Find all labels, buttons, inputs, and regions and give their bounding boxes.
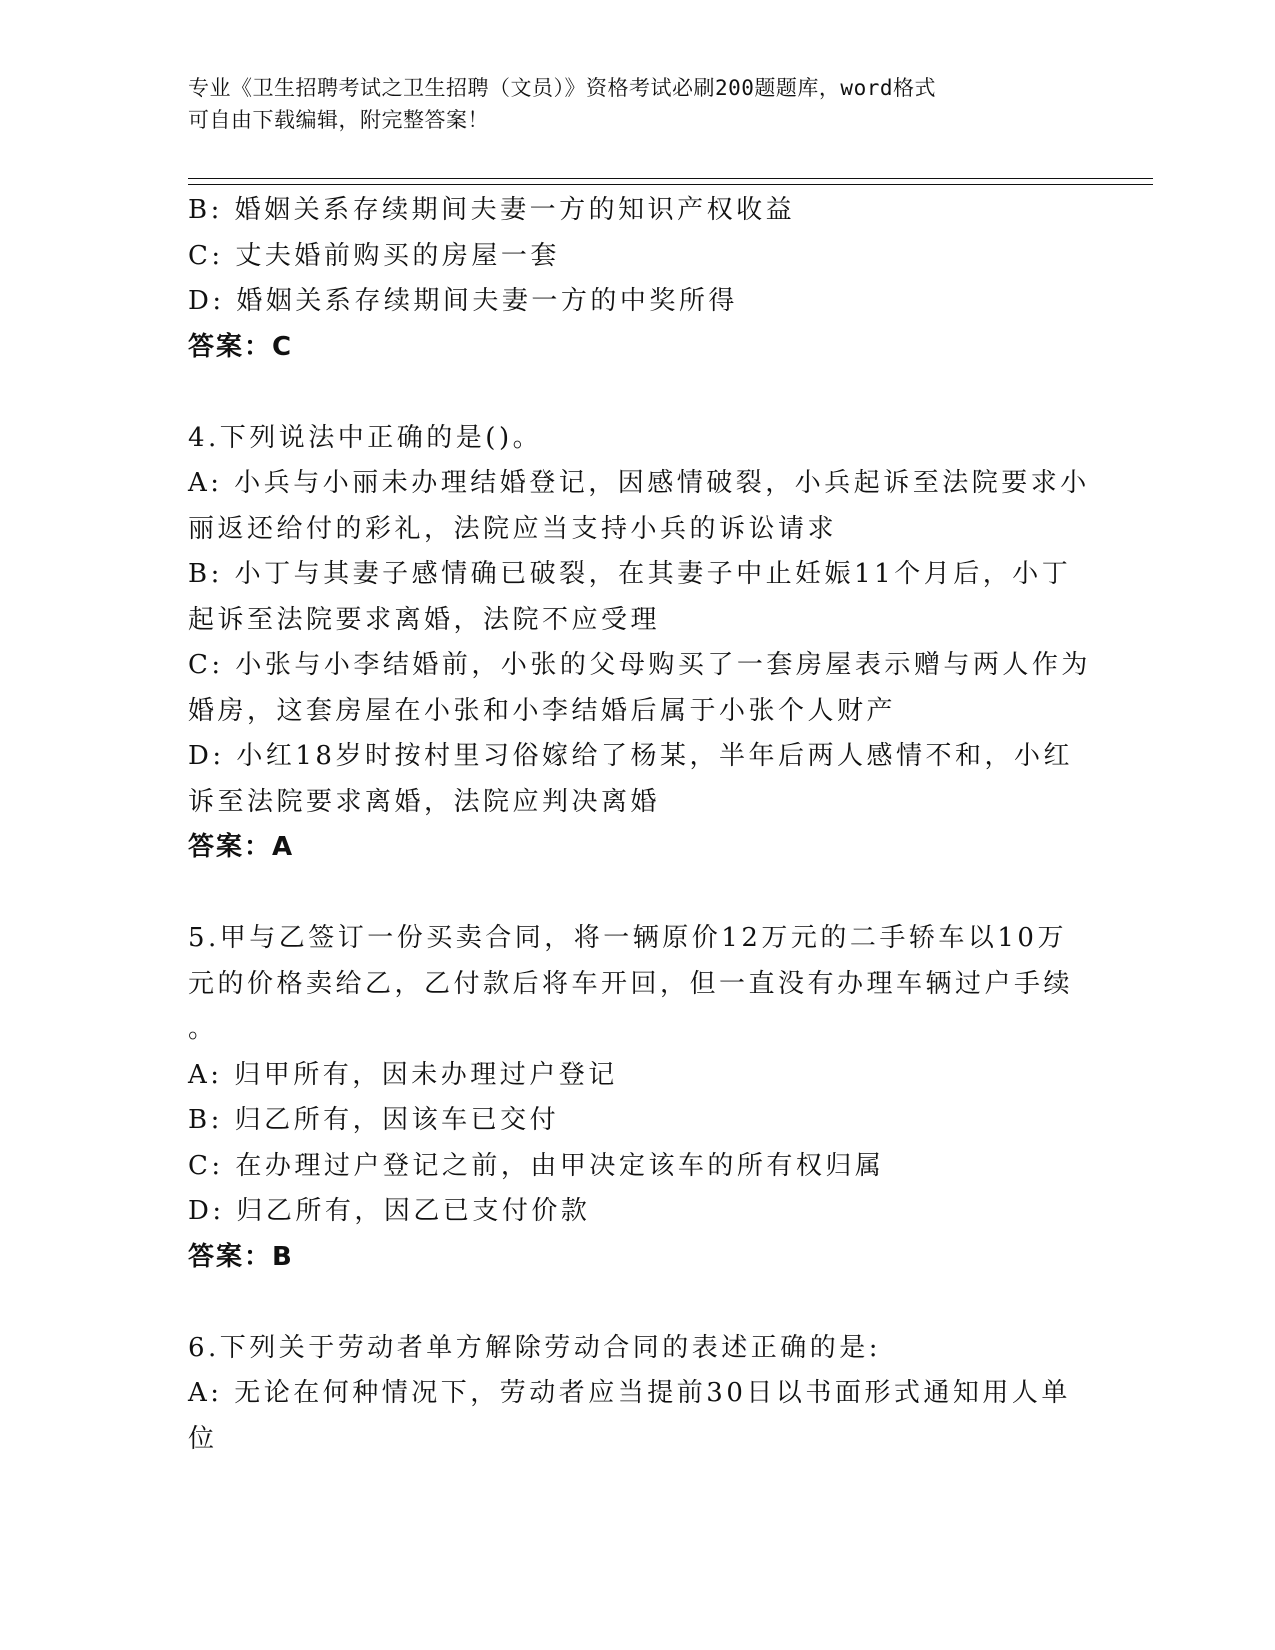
spacer [188, 1280, 1088, 1326]
spacer [188, 871, 1088, 917]
question-content [188, 188, 1091, 1462]
q5-stem-line3: 。 [188, 1014, 218, 1044]
q4-option-c-line1: C: 小张与小李结婚前，小张的父母购买了一套房屋表示赠与两人作为 [188, 650, 1091, 680]
header-divider-bottom [188, 184, 1153, 185]
q5-option-c: C: 在办理过户登记之前，由甲决定该车的所有权归属 [188, 1150, 885, 1181]
header-line-1: 专业《卫生招聘考试之卫生招聘（文员）》资格考试必刷200题题库，word格式 [188, 76, 936, 100]
spacer [188, 370, 1088, 416]
q3-option-d: D: 婚姻关系存续期间夫妻一方的中奖所得 [188, 286, 738, 316]
q4-answer: 答案：A [188, 832, 295, 862]
q5-option-a: A: 归甲所有，因未办理过户登记 [188, 1059, 618, 1090]
header-divider-top [188, 178, 1153, 179]
q3-answer: 答案：C [188, 331, 294, 362]
q5-option-d: D: 归乙所有，因乙已支付价款 [188, 1196, 591, 1226]
q6-option-a-line2: 位 [188, 1423, 218, 1454]
q4-stem: 4.下列说法中正确的是()。 [188, 422, 543, 453]
q3-option-b: B: 婚姻关系存续期间夫妻一方的知识产权收益 [188, 195, 796, 225]
q4-option-b-line2: 起诉至法院要求离婚，法院不应受理 [188, 604, 661, 635]
q4-option-a-line2: 丽返还给付的彩礼，法院应当支持小兵的诉讼请求 [188, 513, 838, 544]
q3-option-c: C: 丈夫婚前购买的房屋一套 [188, 240, 560, 271]
q5-stem-line2: 元的价格卖给乙，乙付款后将车开回，但一直没有办理车辆过户手续 [188, 968, 1074, 999]
q6-option-a-line1: A: 无论在何种情况下，劳动者应当提前30日以书面形式通知用人单 [188, 1378, 1071, 1408]
q5-stem-line1: 5.甲与乙签订一份买卖合同，将一辆原价12万元的二手轿车以10万 [188, 923, 1067, 953]
q4-option-a-line1: A: 小兵与小丽未办理结婚登记，因感情破裂，小兵起诉至法院要求小 [188, 468, 1090, 498]
header-line-2: 可自由下载编辑，附完整答案！ [188, 108, 489, 132]
q5-answer: 答案：B [188, 1241, 294, 1272]
q4-option-d-line1: D: 小红18岁时按村里习俗嫁给了杨某，半年后两人感情不和，小红 [188, 741, 1073, 771]
document-header [188, 72, 1068, 136]
q4-option-c-line2: 婚房，这套房屋在小张和小李结婚后属于小张个人财产 [188, 695, 897, 726]
q6-stem: 6.下列关于劳动者单方解除劳动合同的表述正确的是: [188, 1332, 882, 1363]
q5-option-b: B: 归乙所有，因该车已交付 [188, 1105, 560, 1135]
q4-option-d-line2: 诉至法院要求离婚，法院应判决离婚 [188, 786, 661, 817]
q4-option-b-line1: B: 小丁与其妻子感情确已破裂，在其妻子中止妊娠11个月后，小丁 [188, 559, 1072, 589]
